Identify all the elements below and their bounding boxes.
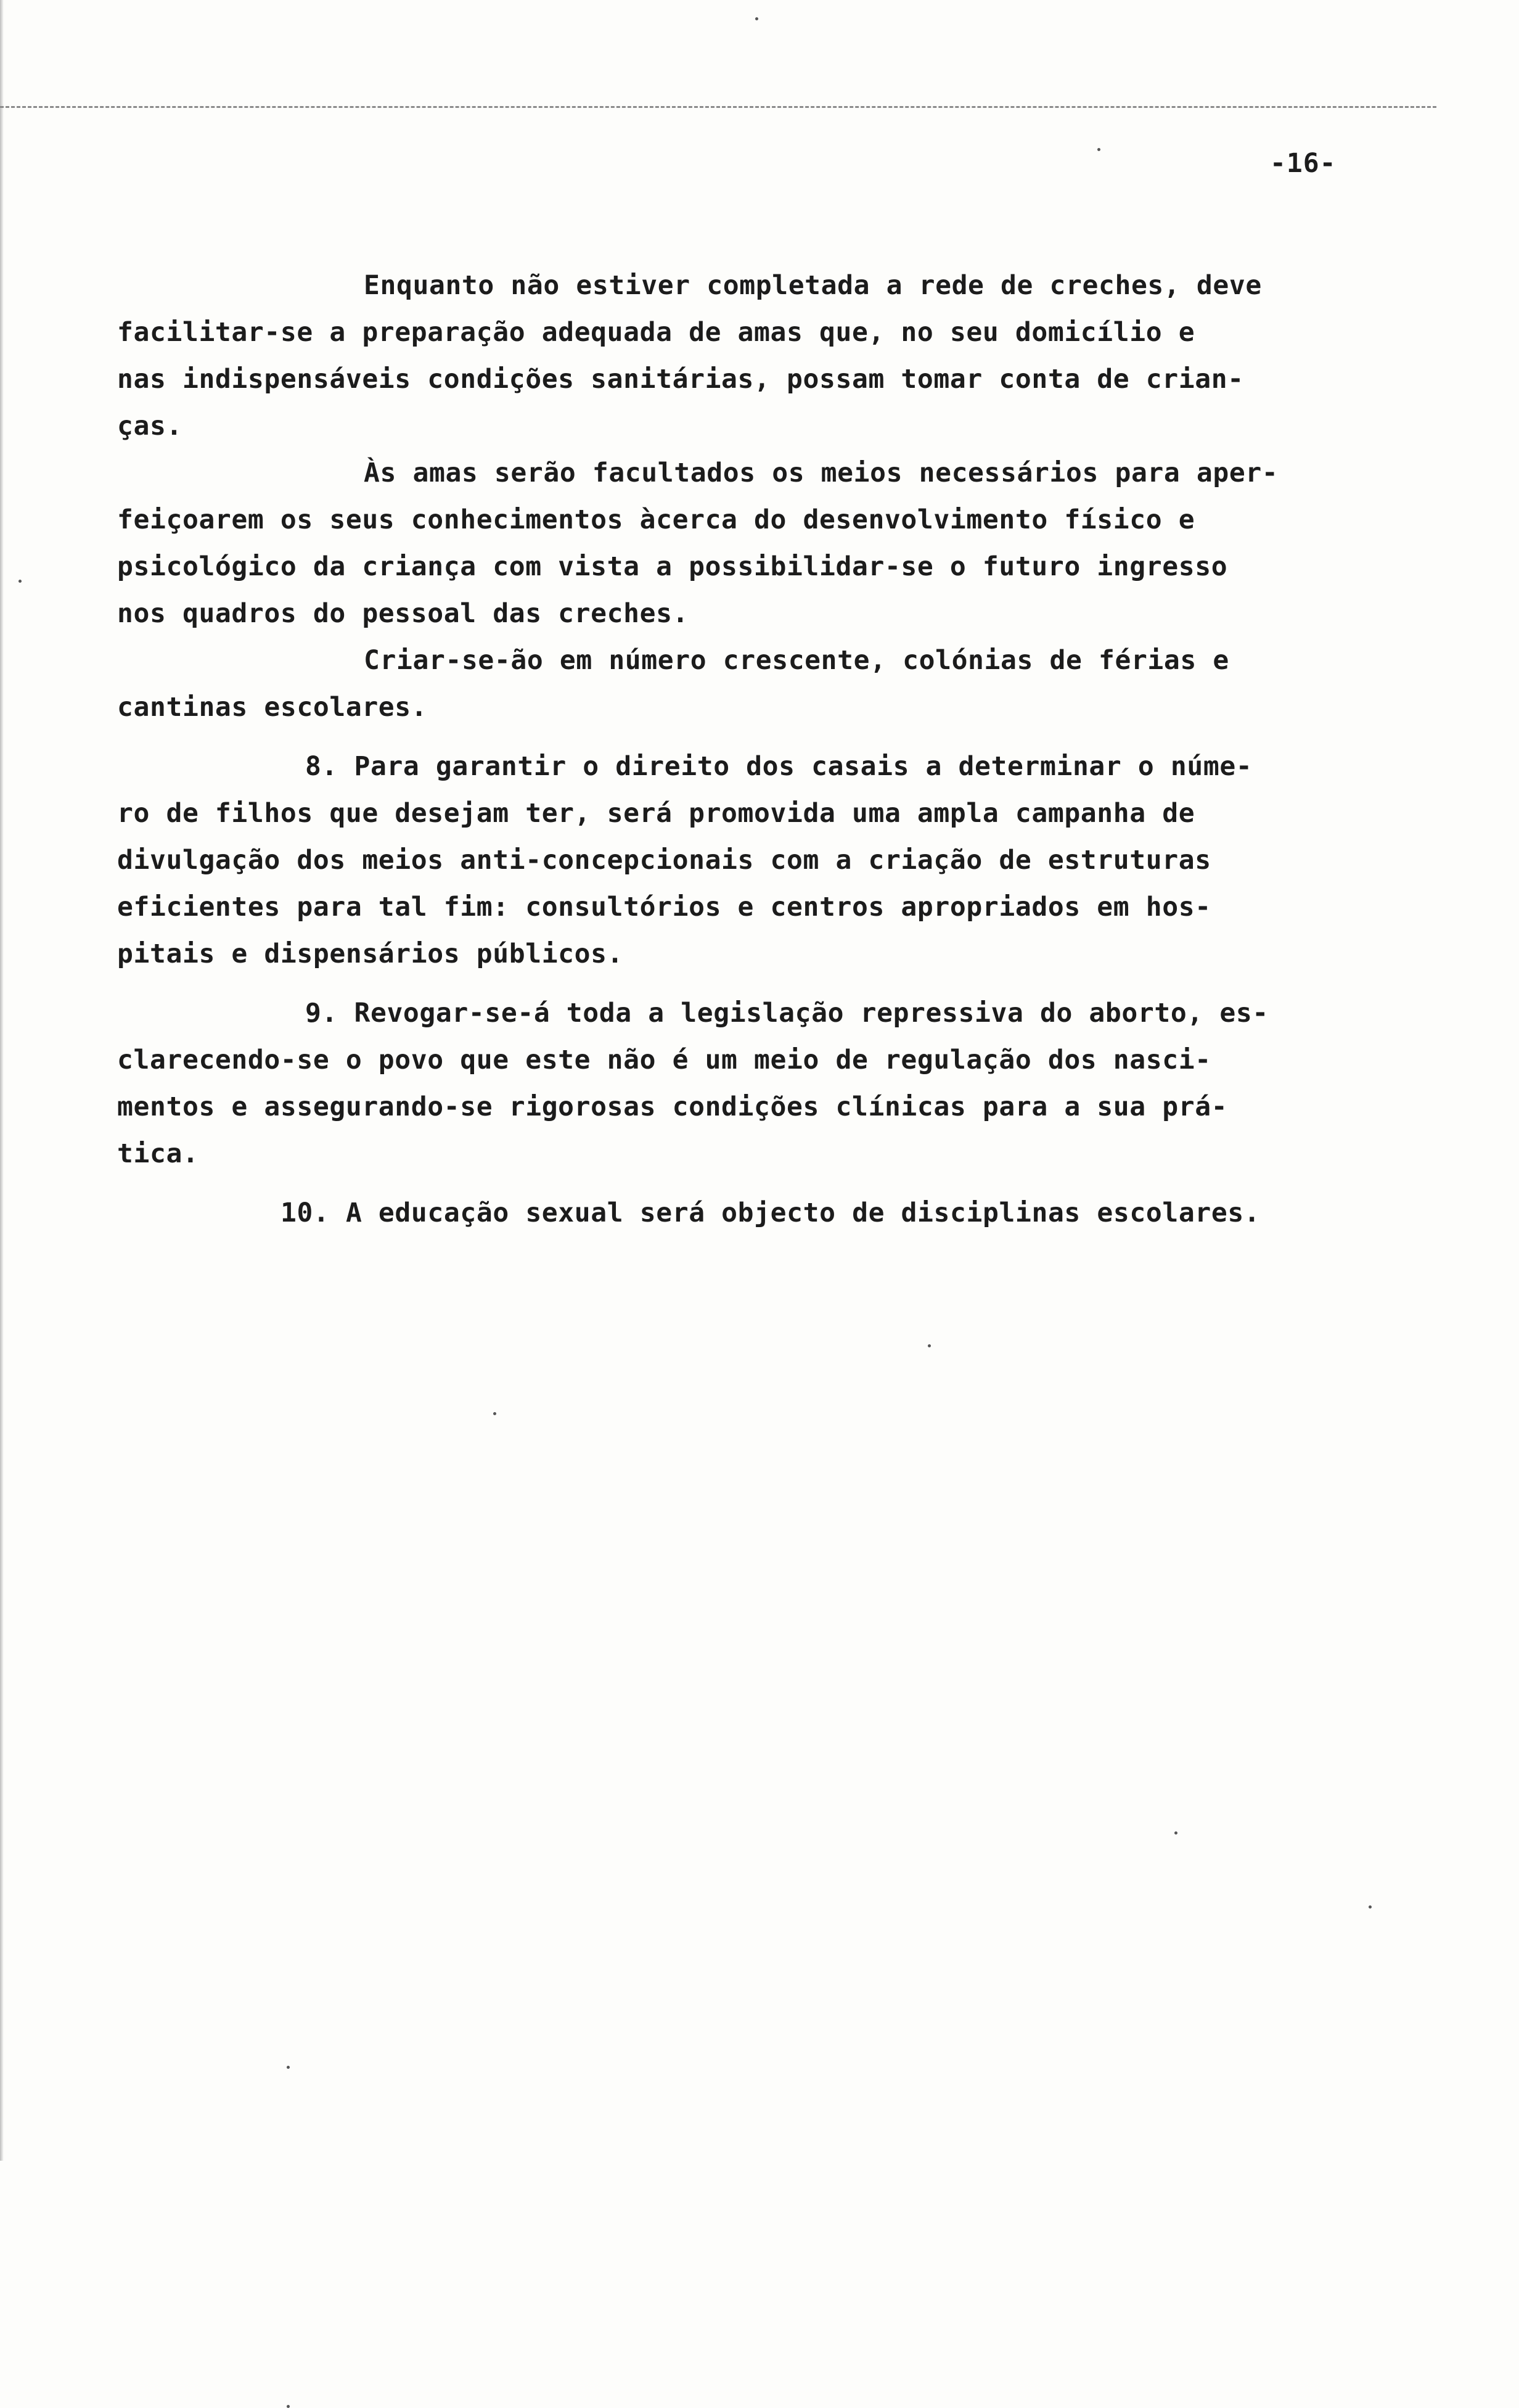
top-rule [0,106,1436,108]
scan-left-edge [0,0,4,2161]
item-8-line-1: 8. Para garantir o direito dos casais a determinar o núme- [305,751,1253,782]
paragraph-2-line-4: nos quadros do pessoal das creches. [117,598,689,629]
scan-speck [493,1412,496,1415]
paragraph-gap [117,977,1418,990]
paragraph-1-line-4: ças. [117,411,182,442]
scan-speck [1174,1831,1177,1835]
paragraph-2-line-1: Às amas serão facultados os meios necessários para aper- [364,458,1279,488]
item-10-line-1: 10. A educação sexual será objecto de disciplinas escolares. [280,1198,1261,1228]
item-8-line-5: pitais e dispensários públicos. [117,939,624,969]
scan-speck [287,2066,290,2069]
item-8-line-4: eficientes para tal fim: consultórios e centros apropriados em hos- [117,892,1211,923]
paragraph-1-line-2: facilitar-se a preparação adequada de amas que, no seu domicílio e [117,317,1195,348]
scan-speck [755,17,758,20]
paragraph-1-line-3: nas indispensáveis condições sanitárias, possam tomar conta de crian- [117,364,1244,395]
scan-speck [1097,148,1100,151]
paragraph-3-line-2: cantinas escolares. [117,692,428,723]
paragraph-1-line-1: Enquanto não estiver completada a rede de creches, deve [364,270,1262,301]
scan-speck [18,580,22,583]
item-9-line-1: 9. Revogar-se-á toda a legislação repressiva do aborto, es- [305,998,1269,1029]
paragraph-2-line-2: feiçoarem os seus conhecimentos àcerca do desenvolvimento físico e [117,504,1195,535]
body-text [117,262,1418,1236]
page-number: -16- [1270,148,1337,179]
scan-speck [928,1344,931,1347]
item-9-line-2: clarecendo-se o povo que este não é um meio de regulação dos nasci- [117,1045,1211,1075]
item-8-line-2: ro de filhos que desejam ter, será promovida uma ampla campanha de [117,798,1195,829]
paragraph-3-line-1: Criar-se-ão em número crescente, colónias de férias e [364,645,1229,676]
item-9-line-3: mentos e assegurando-se rigorosas condições clínicas para a sua prá- [117,1091,1228,1122]
item-9-line-4: tica. [117,1138,199,1169]
paragraph-2-line-3: psicológico da criança com vista a possibilidar-se o futuro ingresso [117,551,1228,582]
item-8-line-3: divulgação dos meios anti-concepcionais com a criação de estruturas [117,845,1211,876]
scan-speck [287,2405,290,2408]
paragraph-gap [117,731,1418,743]
paragraph-gap [117,1177,1418,1190]
scan-speck [1369,1905,1372,1909]
